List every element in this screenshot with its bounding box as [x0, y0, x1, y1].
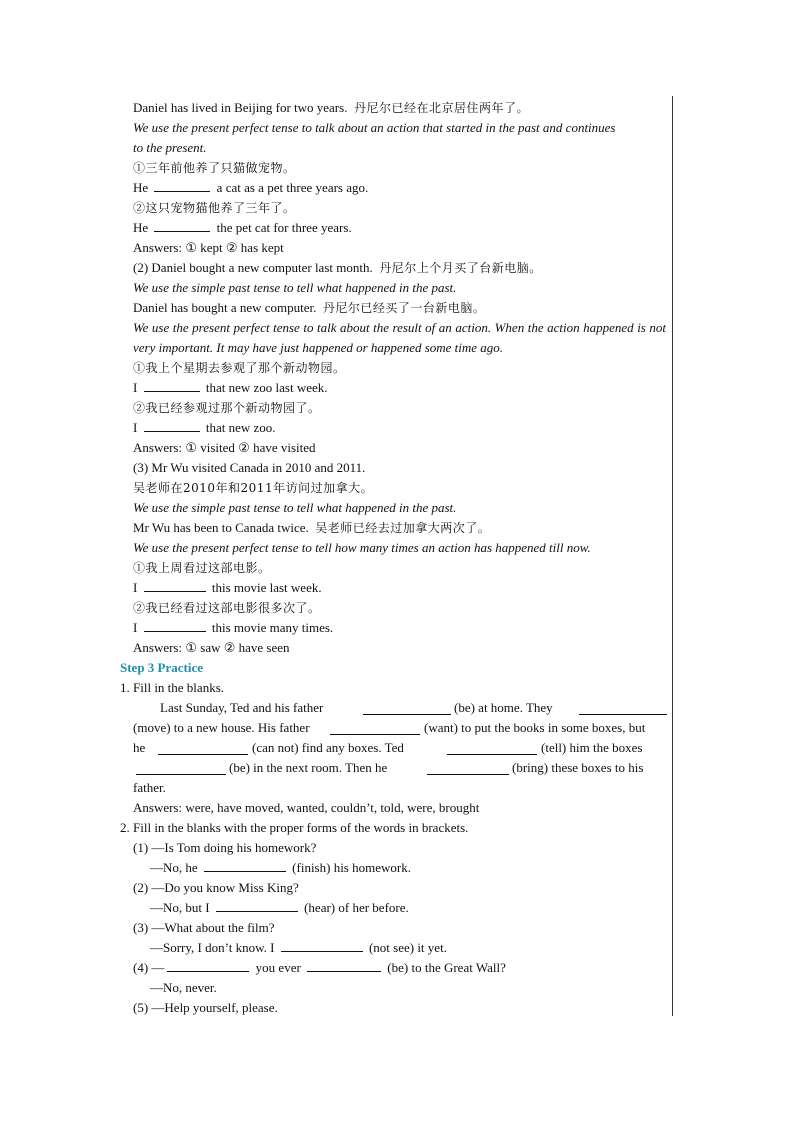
ex2-q2-cn: ②我已经参观过那个新动物园了。 — [133, 401, 321, 415]
practice1-line2b: (want) to put the books in some boxes, but — [424, 720, 646, 735]
ex1-answers: Answers: ① kept ② has kept — [133, 240, 284, 255]
ex3-rule2: We use the present perfect tense to tell how many times an action has happened till now. — [133, 540, 591, 555]
ex2-rule2: We use the present perfect tense to talk about the result of an action. When the action happened is not very important. It may have just happened or happened some time ago. — [133, 320, 666, 355]
practice1-line2a: (move) to a new house. His father — [133, 720, 310, 735]
practice1-line3b: (can not) find any boxes. Ted — [252, 740, 404, 755]
practice2-q1: (1) —Is Tom doing his homework? — [133, 840, 317, 855]
answer-blank[interactable] — [216, 898, 298, 912]
ex3-sentence2: Mr Wu has been to Canada twice. 吴老师已经去过加拿大两次了。 — [133, 520, 491, 535]
answer-blank[interactable] — [281, 938, 363, 952]
practice1-heading: 1. Fill in the blanks. — [120, 680, 224, 695]
practice1-line5: father. — [133, 780, 166, 795]
practice2-q4: (4) — you ever (be) to the Great Wall? — [133, 960, 506, 975]
answer-blank[interactable] — [144, 578, 206, 592]
practice2-a3: —Sorry, I don’t know. I (not see) it yet. — [150, 940, 447, 955]
practice1-line3c: (tell) him the boxes — [541, 740, 643, 755]
ex3-answers: Answers: ① saw ② have seen — [133, 640, 290, 655]
ex1-q1: He a cat as a pet three years ago. — [133, 180, 369, 195]
ex2-sentence: (2) Daniel bought a new computer last month. 丹尼尔上个月买了台新电脑。 — [133, 260, 542, 275]
answer-blank[interactable] — [154, 178, 210, 192]
answer-blank[interactable] — [158, 741, 248, 755]
ex2-q2: I that new zoo. — [133, 420, 276, 435]
table-right-border — [672, 96, 673, 1016]
practice1-line4b: (bring) these boxes to his — [512, 760, 644, 775]
answer-blank[interactable] — [330, 721, 420, 735]
ex3-rule1: We use the simple past tense to tell what happened in the past. — [133, 500, 457, 515]
practice2-a4: —No, never. — [150, 980, 217, 995]
ex1-rule-cont: to the present. — [133, 140, 207, 155]
practice2-q2: (2) —Do you know Miss King? — [133, 880, 299, 895]
practice2-heading: 2. Fill in the blanks with the proper forms of the words in brackets. — [120, 820, 469, 835]
ex2-answers: Answers: ① visited ② have visited — [133, 440, 316, 455]
ex3-sentence-cn: 吴老师在2010年和2011年访问过加拿大。 — [133, 481, 374, 495]
answer-blank[interactable] — [154, 218, 210, 232]
ex1-q2: He the pet cat for three years. — [133, 220, 352, 235]
ex2-q1-cn: ①我上个星期去参观了那个新动物园。 — [133, 361, 346, 375]
ex2-sentence2: Daniel has bought a new computer. 丹尼尔已经买了一台新电脑。 — [133, 300, 486, 315]
practice2-q3: (3) —What about the film? — [133, 920, 275, 935]
practice1-line4a: (be) in the next room. Then he — [229, 760, 388, 775]
ex3-q2: I this movie many times. — [133, 620, 334, 635]
practice1-line1b: (be) at home. They — [454, 700, 553, 715]
answer-blank[interactable] — [579, 701, 667, 715]
ex1-rule: We use the present perfect tense to talk about an action that started in the past and continues — [133, 120, 616, 135]
answer-blank[interactable] — [363, 701, 451, 715]
ex1-q2-cn: ②这只宠物猫他养了三年了。 — [133, 201, 296, 215]
practice1-answers: Answers: were, have moved, wanted, couldn’t, told, were, brought — [133, 800, 480, 815]
answer-blank[interactable] — [136, 761, 226, 775]
answer-blank[interactable] — [307, 958, 381, 972]
answer-blank[interactable] — [144, 378, 200, 392]
ex3-q2-cn: ②我已经看过这部电影很多次了。 — [133, 601, 321, 615]
answer-blank[interactable] — [167, 958, 249, 972]
step3-heading: Step 3 Practice — [120, 660, 204, 675]
answer-blank[interactable] — [427, 761, 509, 775]
ex2-q1: I that new zoo last week. — [133, 380, 328, 395]
ex2-rule1: We use the simple past tense to tell what happened in the past. — [133, 280, 457, 295]
ex1-q1-cn: ①三年前他养了只猫做宠物。 — [133, 161, 296, 175]
ex3-q1-cn: ①我上周看过这部电影。 — [133, 561, 271, 575]
practice1-line1a: Last Sunday, Ted and his father — [160, 700, 324, 715]
answer-blank[interactable] — [144, 618, 206, 632]
answer-blank[interactable] — [447, 741, 537, 755]
practice1-line3a: he — [133, 740, 146, 755]
ex3-q1: I this movie last week. — [133, 580, 322, 595]
practice2-a2: —No, but I (hear) of her before. — [150, 900, 409, 915]
practice2-a1: —No, he (finish) his homework. — [150, 860, 411, 875]
answer-blank[interactable] — [144, 418, 200, 432]
ex3-sentence: (3) Mr Wu visited Canada in 2010 and 2011. — [133, 460, 366, 475]
answer-blank[interactable] — [204, 858, 286, 872]
ex1-sentence: Daniel has lived in Beijing for two years. 丹尼尔已经在北京居住两年了。 — [133, 100, 529, 115]
practice2-q5: (5) —Help yourself, please. — [133, 1000, 278, 1015]
